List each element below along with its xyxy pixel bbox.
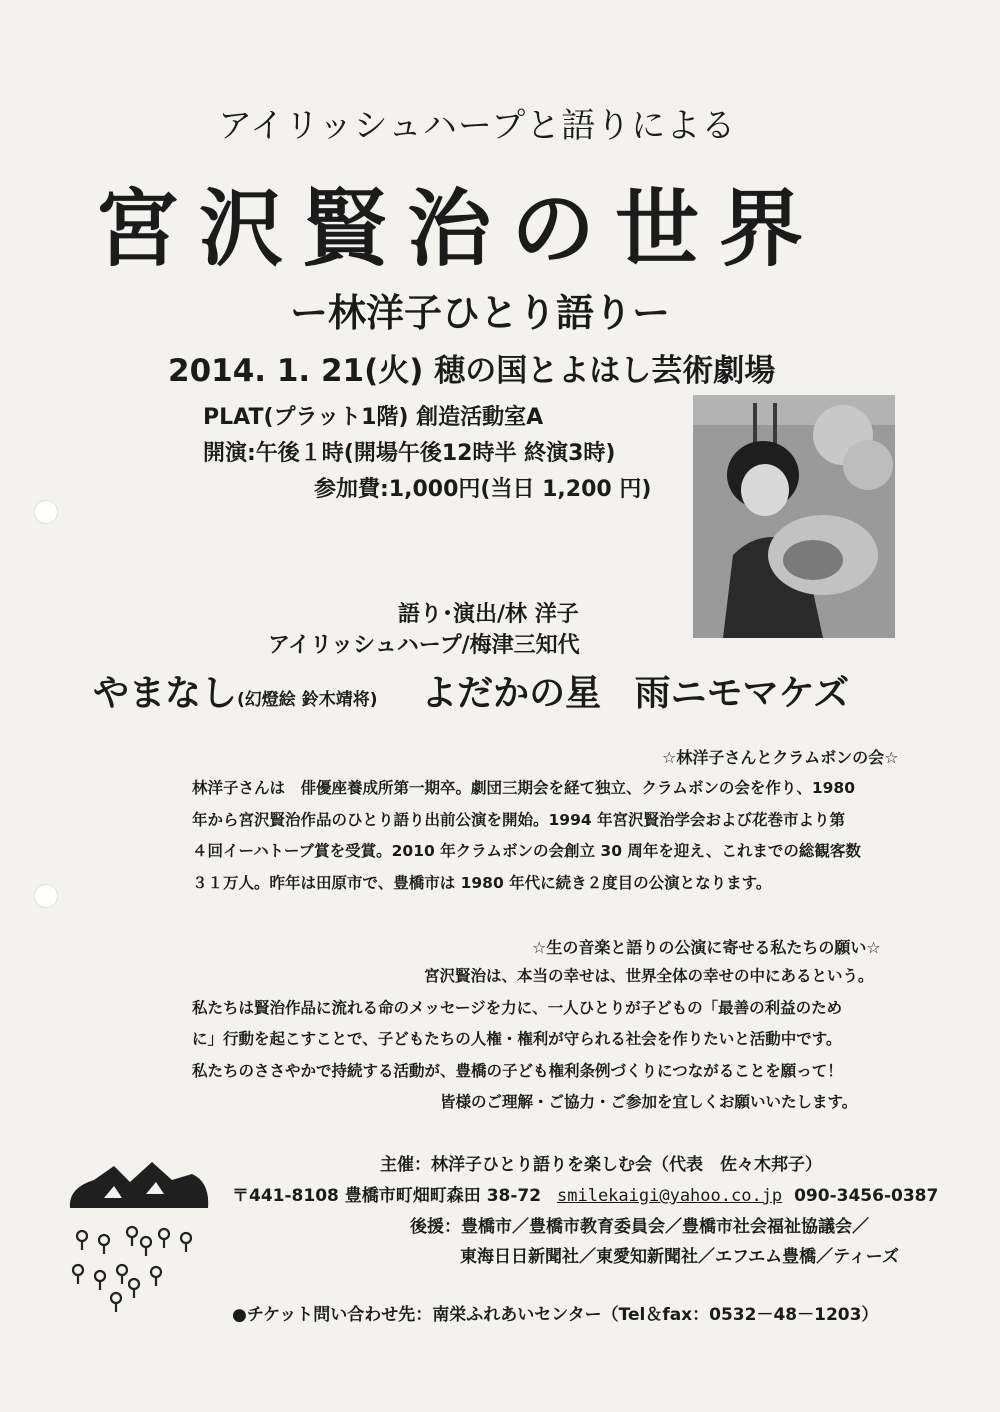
credit-harp: アイリッシュハープ/梅津三知代 bbox=[268, 633, 580, 658]
performer-photo bbox=[693, 395, 895, 638]
punch-hole-bottom bbox=[34, 884, 58, 908]
contact-line bbox=[232, 1181, 938, 1206]
work-yamanashi-note: (幻燈絵 鈴木靖将) bbox=[237, 690, 378, 710]
credit-narration: 語り･演出/林 洋子 bbox=[398, 602, 579, 627]
work-yodaka: よだかの星 bbox=[421, 673, 602, 714]
support-line-1: 後援：豊橋市／豊橋市教育委員会／豊橋市社会福祉協議会／ bbox=[410, 1217, 869, 1237]
work-yamanashi: やまなし bbox=[93, 673, 238, 714]
wish-line: に」行動を起こすことで、子どもたちの人権・権利が守られる社会を作りたいと活動中です。 bbox=[192, 1030, 842, 1048]
wish-line: 私たちのささやかで持続する活動が、豊橋の子ども権利条例づくりにつながることを願って！ bbox=[192, 1061, 843, 1080]
profile-text bbox=[192, 773, 861, 899]
works-list bbox=[93, 665, 849, 716]
support-line-2: 東海日日新聞社／東愛知新聞社／エフエム豊橋／ティーズ bbox=[460, 1247, 899, 1267]
wish-text bbox=[192, 961, 874, 1119]
work-amenimo: 雨ニモマケズ bbox=[634, 673, 850, 714]
address-text: 〒441-8108 豊橋市町畑町森田 38-72 bbox=[232, 1186, 542, 1206]
profile-line: 年から宮沢賢治作品のひとり語り出前公演を開始。1994 年宮沢賢治学会および花巻市より第 bbox=[192, 810, 846, 829]
mountain-trees-logo-icon bbox=[64, 1158, 214, 1318]
wish-heading: ☆生の音楽と語りの公演に寄せる私たちの願い☆ bbox=[532, 938, 881, 957]
event-fee: 参加費:1,000円(当日 1,200 円) bbox=[314, 477, 652, 502]
flyer-title: 宮沢賢治の世界 bbox=[95, 180, 824, 278]
event-time: 開演:午後１時(開場午後12時半 終演3時) bbox=[203, 441, 616, 466]
wish-line: 宮沢賢治は、本当の幸せは、世界全体の幸せの中にあるという。 bbox=[424, 967, 874, 985]
profile-heading: ☆林洋子さんとクラムボンの会☆ bbox=[662, 748, 899, 767]
profile-line: ３１万人。昨年は田原市で、豊橋市は 1980 年代に続き２度目の公演となります。 bbox=[192, 873, 772, 892]
email-link[interactable]: smilekaigi@yahoo.co.jp bbox=[557, 1186, 783, 1206]
organization-logo bbox=[64, 1158, 214, 1318]
performer-subtitle: ー林洋子ひとり語りー bbox=[290, 291, 671, 335]
profile-line: 林洋子さんは 俳優座養成所第一期卒。劇団三期会を経て独立、クラムボンの会を作り、1980 bbox=[192, 779, 855, 797]
performer-photo-graphic bbox=[693, 395, 895, 638]
event-room: PLAT(プラット1階) 創造活動室A bbox=[203, 405, 544, 430]
flyer-subtitle: アイリッシュハープと語りによる bbox=[218, 106, 737, 146]
phone-text: 090-3456-0387 bbox=[794, 1186, 939, 1206]
wish-line: 私たちは賢治作品に流れる命のメッセージを力に、一人ひとりが子どもの「最善の利益のため bbox=[192, 998, 843, 1017]
profile-line: ４回イーハトーブ賞を受賞。2010 年クラムボンの会創立 30 周年を迎え、これまでの総観客数 bbox=[192, 842, 861, 860]
organizer-line: 主催：林洋子ひとり語りを楽しむ会（代表 佐々木邦子） bbox=[380, 1155, 822, 1175]
ticket-contact: ●チケット問い合わせ先：南栄ふれあいセンター（Tel＆fax：0532－48－1203） bbox=[232, 1305, 879, 1325]
wish-line: 皆様のご理解・ご協力・ご参加を宜しくお願いいたします。 bbox=[440, 1093, 858, 1111]
punch-hole-top bbox=[34, 500, 58, 524]
event-date-venue: 2014. 1. 21(火) 穂の国とよはし芸術劇場 bbox=[168, 353, 776, 389]
